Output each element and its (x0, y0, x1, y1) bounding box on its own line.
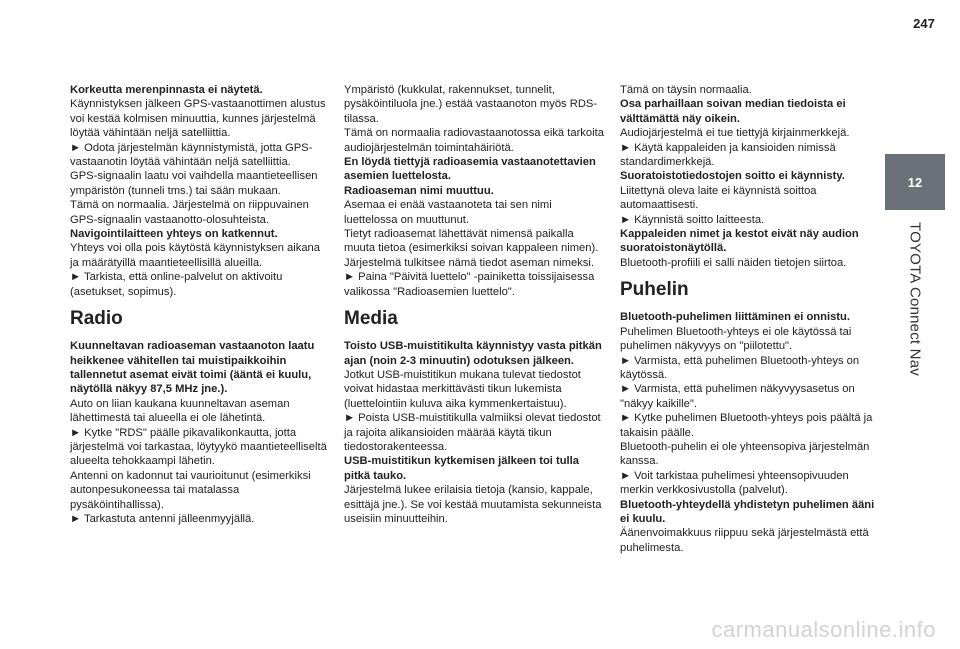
paragraph: ► Varmista, että puhelimen Bluetooth-yhteys on käytössä. (620, 354, 860, 381)
paragraph: Järjestelmä tulkitsee nämä tiedot aseman nimeksi. (344, 256, 594, 269)
chapter-title: TOYOTA Connect Nav (906, 222, 924, 376)
chapter-title-box (885, 222, 945, 402)
issue-heading: USB-muistitikun kytkemisen jälkeen toi tulla pitkä tauko. (344, 455, 579, 482)
paragraph: ► Paina "Päivitä luettelo" -painiketta toissijaisessa valikossa "Radioasemien luettelo". (344, 271, 595, 298)
paragraph: Ympäristö (kukkulat, rakennukset, tunnelit, pysäköintiluola jne.) estää vastaanoton myös RDS-tilassa. (344, 84, 598, 125)
section-heading: Radio (70, 308, 123, 330)
issue-heading: Korkeutta merenpinnasta ei näytetä. (70, 84, 263, 96)
issue-heading: Osa parhaillaan soivan median tiedoista ei välttämättä näy oikein. (620, 98, 846, 125)
paragraph: ► Tarkista, että online-palvelut on aktivoitu (asetukset, sopimus). (70, 271, 283, 298)
paragraph: Tietyt radioasemat lähettävät nimensä paikalla muuta tietoa (esimerkiksi soivan kappaleen nimen). (344, 228, 599, 255)
issue-heading: Bluetooth-yhteydellä yhdistetyn puhelimen ääni ei kuulu. (620, 498, 875, 525)
paragraph: ► Käynnistä soitto laitteesta. (620, 213, 765, 226)
paragraph: Tämä on täysin normaalia. (620, 84, 752, 96)
paragraph: Puhelimen Bluetooth-yhteys ei ole käytössä tai puhelimen näkyvyys on "piilotettu". (620, 325, 852, 353)
paragraph: Liitettynä oleva laite ei käynnistä soittoa automaattisesti. (620, 184, 817, 212)
issue-heading: En löydä tiettyjä radioasemia vastaanotettavien asemien luettelosta. (344, 156, 596, 183)
paragraph: Tämä on normaalia. Järjestelmä on riippuvainen GPS-signaalin vastaanotto-olosuhteista. (70, 199, 309, 226)
paragraph: Bluetooth-profiili ei salli näiden tietojen siirtoa. (620, 256, 847, 269)
paragraph: ► Kytke puhelimen Bluetooth-yhteys pois päältä ja takaisin päälle. (620, 412, 873, 439)
chapter-number: 12 (885, 154, 945, 210)
paragraph: ► Poista USB-muistitikulla valmiiksi olevat tiedostot ja rajoita alikansioiden määrää käytä tikun tiedostorakenteessa. (344, 412, 601, 453)
paragraph: Bluetooth-puhelin ei ole yhteensopiva järjestelmän kanssa. (620, 440, 870, 468)
issue-heading: Kappaleiden nimet ja kestot eivät näy audion suoratoistonäytöllä. (620, 228, 859, 255)
paragraph: Jotkut USB-muistitikun mukana tulevat tiedostot voivat hidastaa merkittävästi tikun lukemista (luettelointiin kuluva aika kymmenkertaistuu). (344, 368, 581, 410)
paragraph: ► Odota järjestelmän käynnistymistä, jotta GPS-vastaanotin löytää vähintään neljä satelliittia. (70, 141, 313, 169)
issue-heading: Kuunneltavan radioaseman vastaanoton laatu heikkenee vähitellen tai muistipaikkoihin tallennetut asemat eivät toimi (ääntä ei kuulu, näytöllä näkyy 87,5 MHz jne.). (70, 340, 315, 396)
issue-heading: Navigointilaitteen yhteys on katkennut. (70, 228, 278, 241)
page-number: 247 (913, 16, 935, 31)
paragraph: Audiojärjestelmä ei tue tiettyjä kirjainmerkkejä. (620, 127, 850, 140)
paragraph: ► Käytä kappaleiden ja kansioiden nimissä standardimerkkejä. (620, 141, 836, 169)
paragraph: ► Kytke "RDS" päälle pikavalikonkautta, jotta järjestelmä voi tarkastaa, löytyykö maantieteelliseltä alueelta tehokkaampi lähetin. (70, 426, 327, 468)
paragraph: ► Tarkastuta antenni jälleenmyyjällä. (70, 512, 255, 525)
issue-heading: Toisto USB-muistitikulta käynnistyy vasta pitkän ajan (noin 2-3 minuutin) odotuksen jälkeen. (344, 340, 602, 367)
paragraph: Yhteys voi olla pois käytöstä käynnistyksen aikana ja määrätyillä maantieteellisillä alueilla. (70, 242, 320, 269)
paragraph: Tämä on normaalia radiovastaanotossa eikä tarkoita audiojärjestelmän toimintahäiriötä. (344, 127, 604, 154)
paragraph: Käynnistyksen jälkeen GPS-vastaanottimen alustus voi kestää kolmisen minuuttia, kunnes järjestelmä löytää vähintään neljä satelliittia. (70, 98, 326, 140)
text-column-2 (344, 83, 604, 526)
paragraph: ► Voit tarkistaa puhelimesi yhteensopivuuden merkin verkkosivustolla (palvelut). (620, 469, 849, 497)
text-column-1 (70, 83, 330, 526)
paragraph: ► Varmista, että puhelimen näkyvyysasetus on "näkyy kaikille". (620, 383, 855, 410)
issue-heading: Bluetooth-puhelimen liittäminen ei onnistu. (620, 311, 850, 324)
section-heading: Media (344, 308, 398, 330)
paragraph: GPS-signaalin laatu voi vaihdella maantieteellisen ympäristön (tunneli tms.) tai sään mukaan. (70, 170, 318, 197)
paragraph: Auto on liian kaukana kuunneltavan aseman lähettimestä tai alueella ei ole lähetintä. (70, 397, 290, 425)
paragraph: Järjestelmä lukee erilaisia tietoja (kansio, kappale, esittäjä jne.). Se voi kestää muutamista sekunneista useisiin minuutteihin. (344, 484, 602, 525)
issue-heading: Radioaseman nimi muuttuu. (344, 184, 494, 197)
text-column-3 (620, 83, 880, 555)
section-heading: Puhelin (620, 279, 689, 301)
issue-heading: Suoratoistotiedostojen soitto ei käynnisty. (620, 170, 845, 183)
paragraph: Asemaa ei enää vastaanoteta tai sen nimi luettelossa on muuttunut. (344, 199, 552, 226)
paragraph: Äänenvoimakkuus riippuu sekä järjestelmästä että puhelimesta. (620, 527, 869, 554)
watermark: carmanualsonline.info (711, 617, 936, 642)
paragraph: Antenni on kadonnut tai vaurioitunut (esimerkiksi autonpesukoneessa tai matalassa pysäköintihallissa). (70, 469, 311, 511)
